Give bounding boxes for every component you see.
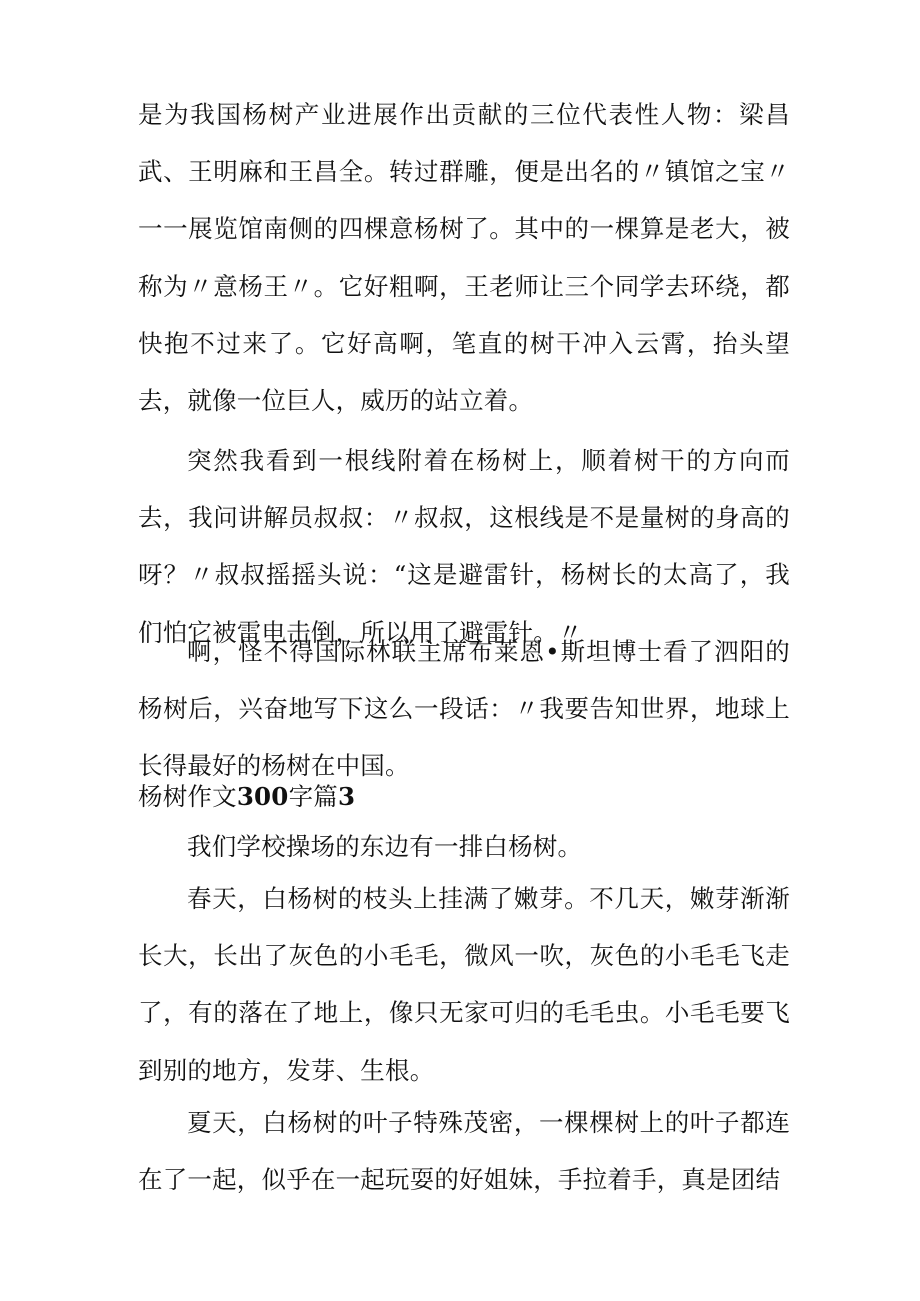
heading-prefix: 杨树作文	[138, 782, 237, 811]
paragraph-4: 我们学校操场的东边有一排白杨树。	[187, 832, 583, 861]
paragraph-1: 是为我国杨树产业进展作出贡献的三位代表性人物：梁昌武、王明麻和王昌全。转过群雕，便是出名的〃镇馆之宝〃一一展览馆南侧的四棵意杨树了。其中的一棵算是老大，被称为〃意杨王〃。它好粗啊，王老师让三个同学去环绕，都快抱不过来了。它好高啊，笔直的树干冲入云霄，抬头望去，就像一位巨人，威历的站立着。	[138, 100, 790, 416]
paragraph-6: 夏天，白杨树的叶子特殊茂密，一棵棵树上的叶子都连在了一起，似乎在一起玩耍的好姐妹，手拉着手，真是团结	[138, 1108, 790, 1195]
heading-suffix: 字篇	[288, 782, 338, 811]
paragraph-5: 春天，白杨树的枝头上挂满了嫩芽。不几天，嫩芽渐渐长大，长出了灰色的小毛毛，微风一吹，灰色的小毛毛飞走了，有的落在了地上，像只无家可归的毛毛虫。小毛毛要飞到别的地方，发芽、生根。	[138, 884, 790, 1085]
heading-number: 300	[236, 782, 289, 811]
paragraph-3: 啊，怪不得国际林联主席布莱恩•斯坦博士看了泗阳的杨树后，兴奋地写下这么一段话：〃我要告知世界，地球上长得最好的杨树在中国。	[138, 637, 790, 781]
paragraph-2: 突然我看到一根线附着在杨树上，顺着树干的方向而去，我问讲解员叔叔：〃叔叔，这根线是不是量树的身高的呀？〃叔叔摇摇头说：“这是避雷针，杨树长的太高了，我们怕它被雷电击倒，所以用了避雷针。〃	[138, 446, 790, 647]
heading-index: 3	[337, 782, 356, 811]
section-heading	[138, 772, 355, 822]
